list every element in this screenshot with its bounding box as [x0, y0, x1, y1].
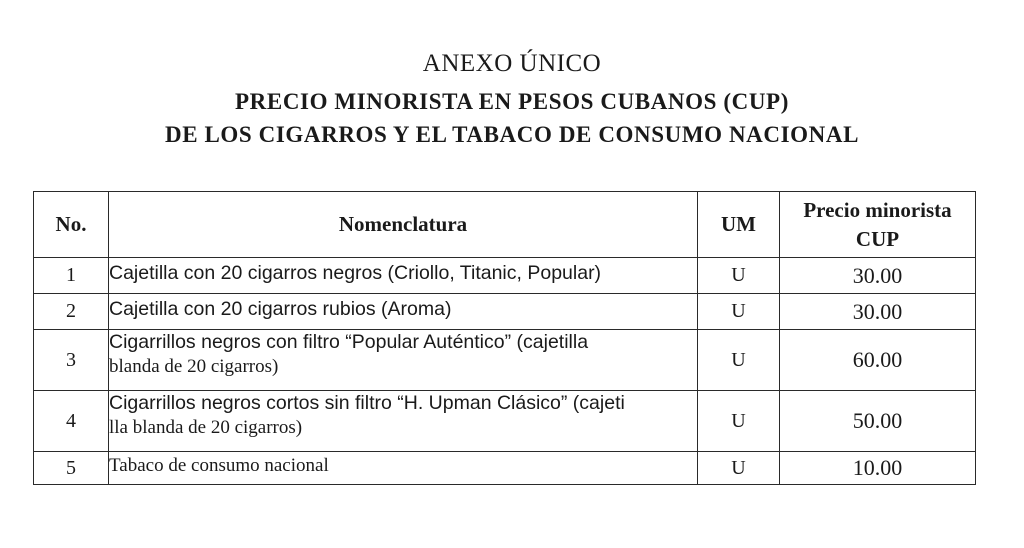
row-number: 1 [34, 258, 109, 294]
header-price [780, 192, 976, 258]
row-um: U [698, 452, 780, 485]
row-um: U [698, 294, 780, 330]
annex-title: ANEXO ÚNICO [422, 50, 602, 77]
row-nomenclatura [109, 258, 698, 294]
row-nomenclatura-line-2: lla blanda de 20 cigarros) [109, 417, 303, 438]
row-nomenclatura-line-1: Cigarrillos negros con filtro “Popular Auténtico” (cajetilla [109, 331, 589, 353]
table-header-row [34, 192, 976, 258]
row-nomenclatura-line-2: blanda de 20 cigarros) [109, 356, 279, 377]
table-row [34, 294, 976, 330]
price-table [33, 191, 976, 485]
table-row [34, 391, 976, 452]
header-price-line-1: Precio minorista [803, 197, 952, 222]
row-price: 30.00 [780, 294, 976, 330]
row-um: U [698, 391, 780, 452]
table-row [34, 330, 976, 391]
document-title-line-1: PRECIO MINORISTA EN PESOS CUBANOS (CUP) [235, 89, 789, 114]
table-row [34, 452, 976, 485]
header-nomenclatura: Nomenclatura [109, 192, 698, 258]
row-price: 60.00 [780, 330, 976, 391]
row-number: 5 [34, 452, 109, 485]
row-nomenclatura [109, 391, 698, 452]
row-nomenclatura-text: Cajetilla con 20 cigarros negros (Criollo, Titanic, Popular) [109, 262, 602, 284]
table-row [34, 258, 976, 294]
document-title-line-2: DE LOS CIGARROS Y EL TABACO DE CONSUMO NACIONAL [164, 122, 860, 147]
row-number: 4 [34, 391, 109, 452]
row-price: 10.00 [780, 452, 976, 485]
row-um: U [698, 330, 780, 391]
row-nomenclatura-text: Tabaco de consumo nacional [109, 455, 329, 476]
row-number: 3 [34, 330, 109, 391]
header-price-line-2: CUP [855, 226, 900, 251]
row-number: 2 [34, 294, 109, 330]
row-price: 30.00 [780, 258, 976, 294]
row-nomenclatura [109, 452, 698, 485]
row-nomenclatura [109, 294, 698, 330]
row-nomenclatura-text: Cajetilla con 20 cigarros rubios (Aroma) [109, 298, 452, 320]
row-um: U [698, 258, 780, 294]
row-nomenclatura [109, 330, 698, 391]
header-um: UM [698, 192, 780, 258]
row-nomenclatura-line-1: Cigarrillos negros cortos sin filtro “H. Upman Clásico” (cajeti [109, 392, 625, 414]
row-price: 50.00 [780, 391, 976, 452]
header-no: No. [34, 192, 109, 258]
